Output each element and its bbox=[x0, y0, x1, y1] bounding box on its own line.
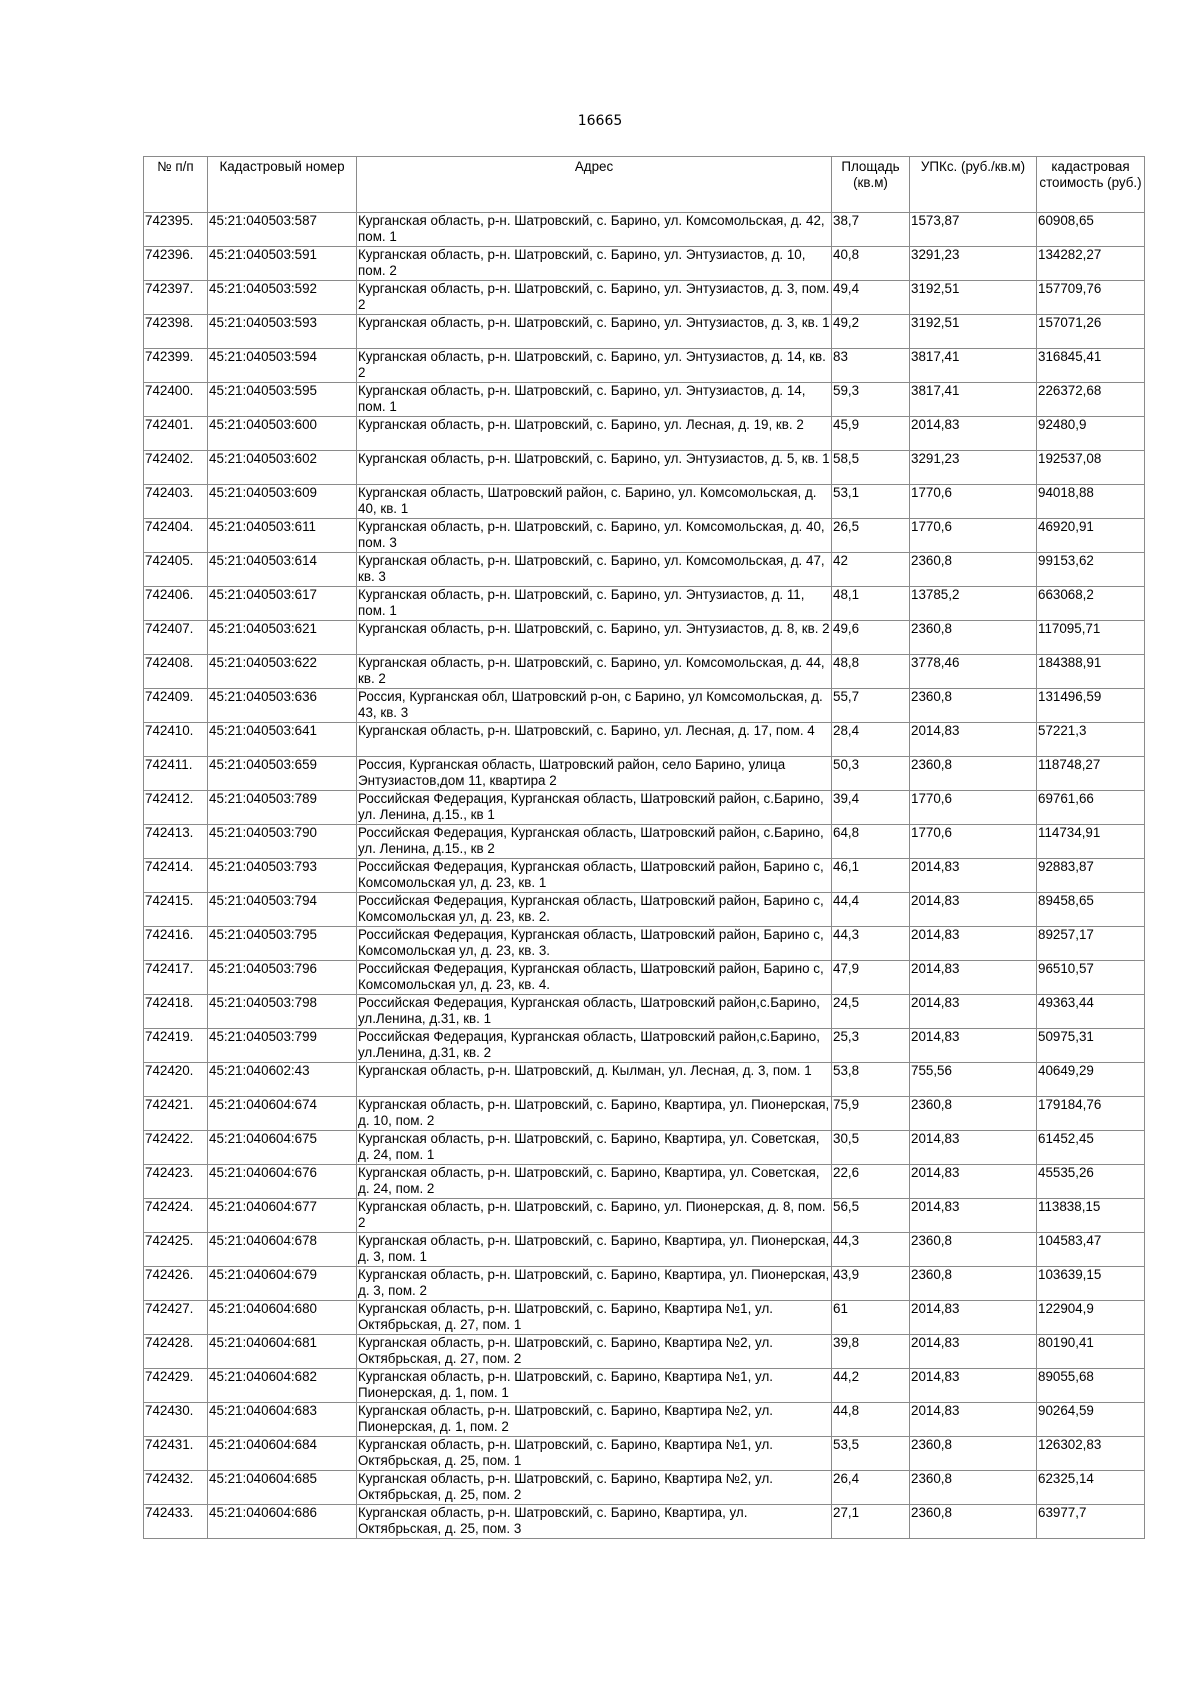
cell-upks: 2014,83 bbox=[910, 961, 1037, 995]
cell-number: 742420. bbox=[144, 1063, 208, 1097]
cell-area: 46,1 bbox=[832, 859, 910, 893]
table-row bbox=[144, 1063, 1145, 1097]
cell-cadastral-number: 45:21:040503:592 bbox=[208, 281, 357, 315]
cell-cadastral-cost: 49363,44 bbox=[1037, 995, 1145, 1029]
cell-area: 53,8 bbox=[832, 1063, 910, 1097]
cell-address: Российская Федерация, Курганская область, Шатровский район, с.Барино, ул. Ленина, д.15., кв 2 bbox=[357, 825, 832, 859]
cell-area: 58,5 bbox=[832, 451, 910, 485]
cell-area: 43,9 bbox=[832, 1267, 910, 1301]
header-number: № п/п bbox=[144, 157, 208, 213]
cell-cadastral-cost: 63977,7 bbox=[1037, 1505, 1145, 1539]
cell-area: 59,3 bbox=[832, 383, 910, 417]
cell-upks: 2014,83 bbox=[910, 893, 1037, 927]
cell-cadastral-cost: 57221,3 bbox=[1037, 723, 1145, 757]
cell-area: 49,2 bbox=[832, 315, 910, 349]
cell-number: 742416. bbox=[144, 927, 208, 961]
cell-upks: 2360,8 bbox=[910, 553, 1037, 587]
table-row bbox=[144, 621, 1145, 655]
cell-address: Курганская область, р-н. Шатровский, с. Барино, Квартира №1, ул. Октябрьская, д. 25, пом. 1 bbox=[357, 1437, 832, 1471]
header-cadastral-cost: кадастровая стоимость (руб.) bbox=[1037, 157, 1145, 213]
cell-area: 44,3 bbox=[832, 927, 910, 961]
cell-number: 742431. bbox=[144, 1437, 208, 1471]
cell-area: 45,9 bbox=[832, 417, 910, 451]
table-row bbox=[144, 417, 1145, 451]
cell-cadastral-cost: 89458,65 bbox=[1037, 893, 1145, 927]
cell-upks: 2360,8 bbox=[910, 1437, 1037, 1471]
cell-address: Курганская область, р-н. Шатровский, с. Барино, Квартира №1, ул. Пионерская, д. 1, пом. 1 bbox=[357, 1369, 832, 1403]
cell-number: 742409. bbox=[144, 689, 208, 723]
cell-address: Курганская область, Шатровский район, с. Барино, ул. Комсомольская, д. 40, кв. 1 bbox=[357, 485, 832, 519]
cell-address: Курганская область, р-н. Шатровский, с. Барино, Квартира, ул. Советская, д. 24, пом. 1 bbox=[357, 1131, 832, 1165]
table-row bbox=[144, 893, 1145, 927]
cell-area: 56,5 bbox=[832, 1199, 910, 1233]
cell-number: 742395. bbox=[144, 213, 208, 247]
cell-upks: 2360,8 bbox=[910, 621, 1037, 655]
cell-cadastral-number: 45:21:040604:683 bbox=[208, 1403, 357, 1437]
cell-cadastral-number: 45:21:040503:600 bbox=[208, 417, 357, 451]
cell-upks: 2014,83 bbox=[910, 995, 1037, 1029]
cell-number: 742424. bbox=[144, 1199, 208, 1233]
cell-address: Российская Федерация, Курганская область, Шатровский район, Барино с, Комсомольская ул, д. 23, кв. 3. bbox=[357, 927, 832, 961]
header-upks: УПКс. (руб./кв.м) bbox=[910, 157, 1037, 213]
cell-number: 742403. bbox=[144, 485, 208, 519]
cell-address: Российская Федерация, Курганская область, Шатровский район,с.Барино, ул.Ленина, д.31, кв. 2 bbox=[357, 1029, 832, 1063]
cell-address: Российская Федерация, Курганская область, Шатровский район,с.Барино, ул.Ленина, д.31, кв. 1 bbox=[357, 995, 832, 1029]
cell-number: 742418. bbox=[144, 995, 208, 1029]
table-row bbox=[144, 1029, 1145, 1063]
cell-upks: 2014,83 bbox=[910, 859, 1037, 893]
cell-cadastral-number: 45:21:040604:684 bbox=[208, 1437, 357, 1471]
table-row bbox=[144, 349, 1145, 383]
cell-cadastral-cost: 157709,76 bbox=[1037, 281, 1145, 315]
table-row bbox=[144, 757, 1145, 791]
cell-cadastral-number: 45:21:040503:611 bbox=[208, 519, 357, 553]
cell-cadastral-cost: 96510,57 bbox=[1037, 961, 1145, 995]
cell-address: Курганская область, р-н. Шатровский, с. Барино, Квартира, ул. Октябрьская, д. 25, пом. 3 bbox=[357, 1505, 832, 1539]
cell-cadastral-cost: 89257,17 bbox=[1037, 927, 1145, 961]
cell-cadastral-number: 45:21:040604:681 bbox=[208, 1335, 357, 1369]
cell-cadastral-number: 45:21:040503:594 bbox=[208, 349, 357, 383]
cell-cadastral-number: 45:21:040604:678 bbox=[208, 1233, 357, 1267]
table-row bbox=[144, 587, 1145, 621]
cell-upks: 2014,83 bbox=[910, 1335, 1037, 1369]
cell-area: 38,7 bbox=[832, 213, 910, 247]
cell-cadastral-number: 45:21:040503:796 bbox=[208, 961, 357, 995]
cell-cadastral-cost: 60908,65 bbox=[1037, 213, 1145, 247]
table-row bbox=[144, 723, 1145, 757]
cell-number: 742414. bbox=[144, 859, 208, 893]
cell-number: 742412. bbox=[144, 791, 208, 825]
cell-area: 25,3 bbox=[832, 1029, 910, 1063]
cell-area: 75,9 bbox=[832, 1097, 910, 1131]
header-address: Адрес bbox=[357, 157, 832, 213]
cell-upks: 2014,83 bbox=[910, 927, 1037, 961]
cell-cadastral-number: 45:21:040602:43 bbox=[208, 1063, 357, 1097]
cell-cadastral-number: 45:21:040604:677 bbox=[208, 1199, 357, 1233]
cell-upks: 1770,6 bbox=[910, 825, 1037, 859]
cell-cadastral-number: 45:21:040503:793 bbox=[208, 859, 357, 893]
cell-cadastral-number: 45:21:040503:621 bbox=[208, 621, 357, 655]
table-row bbox=[144, 1233, 1145, 1267]
cell-area: 30,5 bbox=[832, 1131, 910, 1165]
cell-cadastral-number: 45:21:040503:659 bbox=[208, 757, 357, 791]
cell-cadastral-number: 45:21:040503:614 bbox=[208, 553, 357, 587]
cell-upks: 2360,8 bbox=[910, 1505, 1037, 1539]
table-row bbox=[144, 1335, 1145, 1369]
cell-area: 47,9 bbox=[832, 961, 910, 995]
header-area: Площадь (кв.м) bbox=[832, 157, 910, 213]
cell-number: 742404. bbox=[144, 519, 208, 553]
cell-cadastral-cost: 131496,59 bbox=[1037, 689, 1145, 723]
cell-area: 48,1 bbox=[832, 587, 910, 621]
cell-number: 742419. bbox=[144, 1029, 208, 1063]
cell-cadastral-cost: 69761,66 bbox=[1037, 791, 1145, 825]
cell-upks: 2014,83 bbox=[910, 1165, 1037, 1199]
cell-cadastral-cost: 226372,68 bbox=[1037, 383, 1145, 417]
cell-address: Россия, Курганская обл, Шатровский р-он, с Барино, ул Комсомольская, д. 43, кв. 3 bbox=[357, 689, 832, 723]
page-number: 16665 bbox=[577, 113, 623, 129]
cell-cadastral-cost: 92883,87 bbox=[1037, 859, 1145, 893]
cell-upks: 2014,83 bbox=[910, 1301, 1037, 1335]
cell-upks: 2360,8 bbox=[910, 1471, 1037, 1505]
cell-upks: 2360,8 bbox=[910, 1233, 1037, 1267]
cell-cadastral-cost: 90264,59 bbox=[1037, 1403, 1145, 1437]
cell-cadastral-number: 45:21:040604:679 bbox=[208, 1267, 357, 1301]
cell-address: Курганская область, р-н. Шатровский, с. Барино, ул. Лесная, д. 19, кв. 2 bbox=[357, 417, 832, 451]
cell-cadastral-cost: 113838,15 bbox=[1037, 1199, 1145, 1233]
cell-address: Курганская область, р-н. Шатровский, с. Барино, Квартира №2, ул. Октябрьская, д. 27, пом. 2 bbox=[357, 1335, 832, 1369]
cell-address: Курганская область, р-н. Шатровский, с. Барино, ул. Лесная, д. 17, пом. 4 bbox=[357, 723, 832, 757]
cell-number: 742413. bbox=[144, 825, 208, 859]
cell-area: 49,6 bbox=[832, 621, 910, 655]
table-row bbox=[144, 1165, 1145, 1199]
cell-address: Российская Федерация, Курганская область, Шатровский район, Барино с, Комсомольская ул, д. 23, кв. 2. bbox=[357, 893, 832, 927]
cell-cadastral-number: 45:21:040503:602 bbox=[208, 451, 357, 485]
cell-address: Курганская область, р-н. Шатровский, с. Барино, ул. Энтузиастов, д. 11, пом. 1 bbox=[357, 587, 832, 621]
cell-cadastral-cost: 45535,26 bbox=[1037, 1165, 1145, 1199]
cell-cadastral-cost: 192537,08 bbox=[1037, 451, 1145, 485]
cell-cadastral-cost: 40649,29 bbox=[1037, 1063, 1145, 1097]
table-row bbox=[144, 1267, 1145, 1301]
cell-address: Курганская область, р-н. Шатровский, с. Барино, ул. Комсомольская, д. 44, кв. 2 bbox=[357, 655, 832, 689]
cell-cadastral-cost: 118748,27 bbox=[1037, 757, 1145, 791]
table-row bbox=[144, 1199, 1145, 1233]
cell-address: Курганская область, р-н. Шатровский, с. Барино, ул. Комсомольская, д. 47, кв. 3 bbox=[357, 553, 832, 587]
cell-address: Курганская область, р-н. Шатровский, с. Барино, ул. Энтузиастов, д. 10, пом. 2 bbox=[357, 247, 832, 281]
cell-cadastral-cost: 104583,47 bbox=[1037, 1233, 1145, 1267]
cell-address: Курганская область, р-н. Шатровский, с. Барино, ул. Комсомольская, д. 40, пом. 3 bbox=[357, 519, 832, 553]
cell-upks: 13785,2 bbox=[910, 587, 1037, 621]
cell-address: Курганская область, р-н. Шатровский, с. Барино, Квартира, ул. Пионерская, д. 3, пом. 1 bbox=[357, 1233, 832, 1267]
cell-number: 742401. bbox=[144, 417, 208, 451]
cell-address: Курганская область, р-н. Шатровский, с. Барино, Квартира, ул. Советская, д. 24, пом. 2 bbox=[357, 1165, 832, 1199]
cell-cadastral-number: 45:21:040503:794 bbox=[208, 893, 357, 927]
cell-area: 44,2 bbox=[832, 1369, 910, 1403]
cell-address: Курганская область, р-н. Шатровский, с. Барино, Квартира №2, ул. Октябрьская, д. 25, пом. 2 bbox=[357, 1471, 832, 1505]
cell-cadastral-cost: 89055,68 bbox=[1037, 1369, 1145, 1403]
cell-cadastral-number: 45:21:040604:685 bbox=[208, 1471, 357, 1505]
table-row bbox=[144, 485, 1145, 519]
cell-area: 61 bbox=[832, 1301, 910, 1335]
cell-area: 83 bbox=[832, 349, 910, 383]
cell-area: 55,7 bbox=[832, 689, 910, 723]
table-row bbox=[144, 1369, 1145, 1403]
cell-upks: 1770,6 bbox=[910, 519, 1037, 553]
cell-number: 742415. bbox=[144, 893, 208, 927]
cell-upks: 2014,83 bbox=[910, 1029, 1037, 1063]
cell-area: 49,4 bbox=[832, 281, 910, 315]
cell-number: 742426. bbox=[144, 1267, 208, 1301]
cell-upks: 1770,6 bbox=[910, 485, 1037, 519]
cell-area: 40,8 bbox=[832, 247, 910, 281]
cell-address: Курганская область, р-н. Шатровский, с. Барино, ул. Комсомольская, д. 42, пом. 1 bbox=[357, 213, 832, 247]
cell-cadastral-number: 45:21:040604:682 bbox=[208, 1369, 357, 1403]
table-row bbox=[144, 451, 1145, 485]
table-row bbox=[144, 961, 1145, 995]
table-row bbox=[144, 281, 1145, 315]
table-row bbox=[144, 791, 1145, 825]
cell-area: 39,4 bbox=[832, 791, 910, 825]
cell-area: 39,8 bbox=[832, 1335, 910, 1369]
table-row bbox=[144, 383, 1145, 417]
table-row bbox=[144, 1301, 1145, 1335]
cell-upks: 3192,51 bbox=[910, 315, 1037, 349]
table-row bbox=[144, 927, 1145, 961]
cell-area: 44,3 bbox=[832, 1233, 910, 1267]
cell-upks: 2360,8 bbox=[910, 1267, 1037, 1301]
table-header bbox=[144, 157, 1145, 213]
cell-number: 742411. bbox=[144, 757, 208, 791]
cell-number: 742400. bbox=[144, 383, 208, 417]
cell-number: 742406. bbox=[144, 587, 208, 621]
cell-cadastral-cost: 92480,9 bbox=[1037, 417, 1145, 451]
cell-upks: 3291,23 bbox=[910, 247, 1037, 281]
cell-number: 742417. bbox=[144, 961, 208, 995]
cell-number: 742429. bbox=[144, 1369, 208, 1403]
cell-area: 44,8 bbox=[832, 1403, 910, 1437]
cell-cadastral-cost: 179184,76 bbox=[1037, 1097, 1145, 1131]
table-row bbox=[144, 1403, 1145, 1437]
cadastral-value-table bbox=[143, 156, 1145, 1539]
cell-address: Курганская область, р-н. Шатровский, с. Барино, ул. Пионерская, д. 8, пом. 2 bbox=[357, 1199, 832, 1233]
cell-upks: 755,56 bbox=[910, 1063, 1037, 1097]
cell-upks: 2014,83 bbox=[910, 1369, 1037, 1403]
cell-cadastral-cost: 134282,27 bbox=[1037, 247, 1145, 281]
cell-upks: 1573,87 bbox=[910, 213, 1037, 247]
cell-area: 24,5 bbox=[832, 995, 910, 1029]
cell-cadastral-cost: 61452,45 bbox=[1037, 1131, 1145, 1165]
cell-area: 44,4 bbox=[832, 893, 910, 927]
cell-address: Курганская область, р-н. Шатровский, с. Барино, ул. Энтузиастов, д. 3, пом. 2 bbox=[357, 281, 832, 315]
cell-cadastral-number: 45:21:040503:595 bbox=[208, 383, 357, 417]
cell-number: 742410. bbox=[144, 723, 208, 757]
cell-cadastral-number: 45:21:040503:799 bbox=[208, 1029, 357, 1063]
cell-number: 742425. bbox=[144, 1233, 208, 1267]
cell-upks: 3817,41 bbox=[910, 383, 1037, 417]
cell-area: 27,1 bbox=[832, 1505, 910, 1539]
cell-cadastral-number: 45:21:040503:587 bbox=[208, 213, 357, 247]
cell-cadastral-number: 45:21:040503:617 bbox=[208, 587, 357, 621]
cell-cadastral-cost: 114734,91 bbox=[1037, 825, 1145, 859]
cell-upks: 3291,23 bbox=[910, 451, 1037, 485]
cell-cadastral-cost: 99153,62 bbox=[1037, 553, 1145, 587]
header-cadastral-number: Кадастровый номер bbox=[208, 157, 357, 213]
cell-address: Курганская область, р-н. Шатровский, с. Барино, ул. Энтузиастов, д. 8, кв. 2 bbox=[357, 621, 832, 655]
cell-cadastral-cost: 46920,91 bbox=[1037, 519, 1145, 553]
cell-cadastral-cost: 94018,88 bbox=[1037, 485, 1145, 519]
cell-address: Курганская область, р-н. Шатровский, с. Барино, ул. Энтузиастов, д. 14, кв. 2 bbox=[357, 349, 832, 383]
cell-cadastral-cost: 157071,26 bbox=[1037, 315, 1145, 349]
table-row bbox=[144, 859, 1145, 893]
cell-cadastral-cost: 122904,9 bbox=[1037, 1301, 1145, 1335]
cell-cadastral-cost: 50975,31 bbox=[1037, 1029, 1145, 1063]
cell-area: 22,6 bbox=[832, 1165, 910, 1199]
cell-upks: 2360,8 bbox=[910, 689, 1037, 723]
table-row bbox=[144, 1131, 1145, 1165]
cell-address: Курганская область, р-н. Шатровский, с. Барино, Квартира №1, ул. Октябрьская, д. 27, пом. 1 bbox=[357, 1301, 832, 1335]
table-row bbox=[144, 553, 1145, 587]
cell-area: 28,4 bbox=[832, 723, 910, 757]
cell-upks: 3192,51 bbox=[910, 281, 1037, 315]
cell-area: 64,8 bbox=[832, 825, 910, 859]
cell-upks: 1770,6 bbox=[910, 791, 1037, 825]
cell-number: 742397. bbox=[144, 281, 208, 315]
cell-upks: 2360,8 bbox=[910, 757, 1037, 791]
cell-cadastral-cost: 126302,83 bbox=[1037, 1437, 1145, 1471]
cell-number: 742423. bbox=[144, 1165, 208, 1199]
cell-number: 742428. bbox=[144, 1335, 208, 1369]
cell-number: 742432. bbox=[144, 1471, 208, 1505]
cell-address: Российская Федерация, Курганская область, Шатровский район, Барино с, Комсомольская ул, д. 23, кв. 1 bbox=[357, 859, 832, 893]
cell-address: Россия, Курганская область, Шатровский район, село Барино, улица Энтузиастов,дом 11, квартира 2 bbox=[357, 757, 832, 791]
cell-upks: 2014,83 bbox=[910, 417, 1037, 451]
cell-upks: 2014,83 bbox=[910, 1403, 1037, 1437]
cell-number: 742433. bbox=[144, 1505, 208, 1539]
cell-area: 50,3 bbox=[832, 757, 910, 791]
cell-address: Курганская область, р-н. Шатровский, с. Барино, Квартира №2, ул. Пионерская, д. 1, пом. 2 bbox=[357, 1403, 832, 1437]
cell-number: 742427. bbox=[144, 1301, 208, 1335]
cell-cadastral-number: 45:21:040503:790 bbox=[208, 825, 357, 859]
cell-area: 42 bbox=[832, 553, 910, 587]
cell-cadastral-number: 45:21:040503:609 bbox=[208, 485, 357, 519]
cell-cadastral-cost: 62325,14 bbox=[1037, 1471, 1145, 1505]
cell-number: 742407. bbox=[144, 621, 208, 655]
cell-number: 742398. bbox=[144, 315, 208, 349]
cell-cadastral-number: 45:21:040604:675 bbox=[208, 1131, 357, 1165]
table-row bbox=[144, 655, 1145, 689]
cell-cadastral-number: 45:21:040604:676 bbox=[208, 1165, 357, 1199]
cell-cadastral-number: 45:21:040503:798 bbox=[208, 995, 357, 1029]
cell-address: Российская Федерация, Курганская область, Шатровский район, с.Барино, ул. Ленина, д.15., кв 1 bbox=[357, 791, 832, 825]
cell-address: Курганская область, р-н. Шатровский, с. Барино, Квартира, ул. Пионерская, д. 3, пом. 2 bbox=[357, 1267, 832, 1301]
cell-upks: 2014,83 bbox=[910, 1131, 1037, 1165]
cell-address: Курганская область, р-н. Шатровский, с. Барино, Квартира, ул. Пионерская, д. 10, пом. 2 bbox=[357, 1097, 832, 1131]
cell-cadastral-number: 45:21:040604:674 bbox=[208, 1097, 357, 1131]
cell-cadastral-number: 45:21:040503:641 bbox=[208, 723, 357, 757]
cell-cadastral-cost: 103639,15 bbox=[1037, 1267, 1145, 1301]
table-row bbox=[144, 247, 1145, 281]
cell-cadastral-number: 45:21:040503:622 bbox=[208, 655, 357, 689]
cell-number: 742422. bbox=[144, 1131, 208, 1165]
cell-cadastral-number: 45:21:040604:686 bbox=[208, 1505, 357, 1539]
cell-upks: 2014,83 bbox=[910, 723, 1037, 757]
table-row bbox=[144, 213, 1145, 247]
cell-number: 742405. bbox=[144, 553, 208, 587]
table-row bbox=[144, 519, 1145, 553]
cell-cadastral-cost: 184388,91 bbox=[1037, 655, 1145, 689]
cell-number: 742408. bbox=[144, 655, 208, 689]
cell-cadastral-cost: 663068,2 bbox=[1037, 587, 1145, 621]
cell-area: 53,1 bbox=[832, 485, 910, 519]
table-row bbox=[144, 825, 1145, 859]
cell-upks: 2360,8 bbox=[910, 1097, 1037, 1131]
cell-cadastral-cost: 80190,41 bbox=[1037, 1335, 1145, 1369]
cell-number: 742399. bbox=[144, 349, 208, 383]
table-body bbox=[144, 213, 1145, 1539]
cell-upks: 3778,46 bbox=[910, 655, 1037, 689]
cell-cadastral-number: 45:21:040503:789 bbox=[208, 791, 357, 825]
cell-number: 742402. bbox=[144, 451, 208, 485]
cell-cadastral-number: 45:21:040604:680 bbox=[208, 1301, 357, 1335]
table-row bbox=[144, 315, 1145, 349]
cell-upks: 2014,83 bbox=[910, 1199, 1037, 1233]
table-row bbox=[144, 995, 1145, 1029]
header-row bbox=[144, 157, 1145, 213]
cell-area: 26,5 bbox=[832, 519, 910, 553]
cell-number: 742421. bbox=[144, 1097, 208, 1131]
cell-address: Российская Федерация, Курганская область, Шатровский район, Барино с, Комсомольская ул, д. 23, кв. 4. bbox=[357, 961, 832, 995]
table-row bbox=[144, 1471, 1145, 1505]
cell-cadastral-cost: 316845,41 bbox=[1037, 349, 1145, 383]
table-row bbox=[144, 1437, 1145, 1471]
cell-area: 26,4 bbox=[832, 1471, 910, 1505]
cell-address: Курганская область, р-н. Шатровский, д. Кылман, ул. Лесная, д. 3, пом. 1 bbox=[357, 1063, 832, 1097]
table-row bbox=[144, 689, 1145, 723]
cell-upks: 3817,41 bbox=[910, 349, 1037, 383]
cell-address: Курганская область, р-н. Шатровский, с. Барино, ул. Энтузиастов, д. 14, пом. 1 bbox=[357, 383, 832, 417]
cell-address: Курганская область, р-н. Шатровский, с. Барино, ул. Энтузиастов, д. 3, кв. 1 bbox=[357, 315, 832, 349]
cell-area: 53,5 bbox=[832, 1437, 910, 1471]
cell-cadastral-number: 45:21:040503:636 bbox=[208, 689, 357, 723]
cell-number: 742430. bbox=[144, 1403, 208, 1437]
cell-cadastral-cost: 117095,71 bbox=[1037, 621, 1145, 655]
table-row bbox=[144, 1097, 1145, 1131]
table-row bbox=[144, 1505, 1145, 1539]
cell-cadastral-number: 45:21:040503:593 bbox=[208, 315, 357, 349]
cell-cadastral-number: 45:21:040503:795 bbox=[208, 927, 357, 961]
cell-area: 48,8 bbox=[832, 655, 910, 689]
cell-address: Курганская область, р-н. Шатровский, с. Барино, ул. Энтузиастов, д. 5, кв. 1 bbox=[357, 451, 832, 485]
cell-cadastral-number: 45:21:040503:591 bbox=[208, 247, 357, 281]
cell-number: 742396. bbox=[144, 247, 208, 281]
